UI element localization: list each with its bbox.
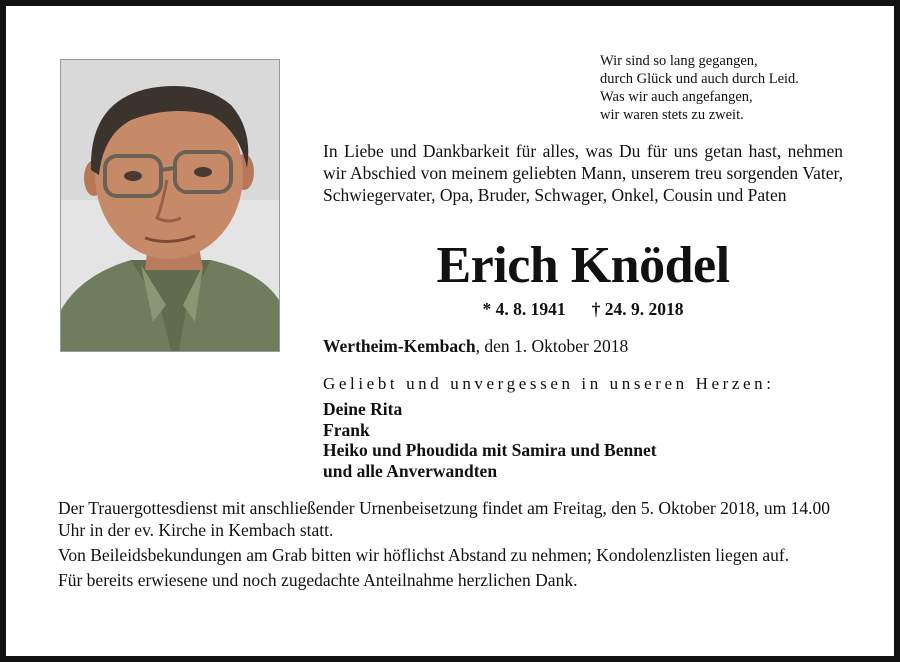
poem-line: wir waren stets zu zweit. <box>600 107 744 123</box>
poem-line: durch Glück und auch durch Leid. <box>600 71 799 87</box>
mourner-entry: Deine Rita <box>323 399 403 419</box>
service-details: Der Trauergottesdienst mit anschließender Urnenbeisetzung findet am Freitag, den 5. Oktober 2018, um 14.00 Uhr in der ev. Kirche in Kembach statt. <box>58 498 830 540</box>
intro-text: In Liebe und Dankbarkeit für alles, was Du für uns getan hast, nehmen wir Abschied von meinem geliebten Mann, unserem treu sorgenden Vater, Schwiegervater, Opa, Bruder, Schwager, Onkel, Cousin und Paten <box>323 141 843 205</box>
funeral-notice <box>58 497 858 594</box>
portrait-photo <box>60 59 280 352</box>
condolence-note: Von Beileidsbekundungen am Grab bitten wir höflichst Abstand zu nehmen; Kondolenzlisten liegen auf. <box>58 545 790 565</box>
notice-date: , den 1. Oktober 2018 <box>475 336 629 356</box>
town-name: Wertheim-Kembach <box>323 336 476 356</box>
mourner-entry: Frank <box>323 419 370 440</box>
poem-line: Was wir auch angefangen, <box>600 89 753 105</box>
remembrance-line: Geliebt und unvergessen in unseren Herzen: <box>323 374 775 393</box>
poem-verse <box>600 52 799 124</box>
mourners-list <box>323 399 657 481</box>
birth-date: * 4. 8. 1941 <box>482 299 566 319</box>
mourner-entry: und alle Anverwandten <box>323 460 498 481</box>
thanks-note: Für bereits erwiesene und noch zugedachte Anteilnahme herzlichen Dank. <box>58 570 578 590</box>
poem-line: Wir sind so lang gegangen, <box>600 53 758 69</box>
place-and-date <box>323 335 628 357</box>
portrait-illustration <box>61 60 279 351</box>
mourner-entry: Heiko und Phoudida mit Samira und Bennet <box>323 440 657 460</box>
death-date: † 24. 9. 2018 <box>591 299 684 319</box>
life-dates <box>323 298 843 320</box>
deceased-name: Erich Knödel <box>436 237 730 294</box>
